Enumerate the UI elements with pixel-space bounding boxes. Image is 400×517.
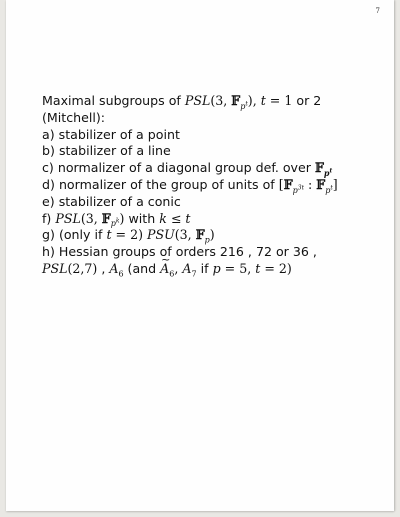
list-item — [42, 127, 377, 144]
page-content — [42, 93, 377, 278]
item-label: g) — [42, 227, 55, 243]
item-formula: 𝔽$_{p^t}$ — [314, 160, 333, 178]
list-item — [42, 194, 377, 211]
document-page — [6, 0, 394, 511]
list-item — [42, 244, 377, 261]
list-item — [42, 177, 377, 194]
heading-text: Maximal subgroups of — [42, 93, 181, 108]
item-label: f) — [42, 210, 52, 226]
item-formula-2: k ≤ t — [159, 210, 191, 226]
item-formula: [𝔽$_{p^{3t}}$ : 𝔽$_{p^t}$] — [278, 176, 338, 195]
item-text: stabilizer of a point — [58, 126, 180, 142]
item-text: Hessian groups of orders 216 , 72 or 36 , — [58, 244, 317, 260]
list-item — [42, 211, 377, 228]
list-item — [42, 160, 377, 177]
item-formula: PSL(3, 𝔽$_{p^k}$) — [55, 210, 125, 229]
item-formula-2: PSU(3, 𝔽$_p$) — [147, 227, 215, 245]
item-text: with — [128, 210, 156, 226]
list-item — [42, 227, 377, 244]
item-label: c) — [42, 160, 54, 176]
item-label: a) — [42, 126, 55, 142]
item-text: (only if — [58, 227, 103, 243]
item-text: normalizer of a diagonal group def. over — [57, 160, 311, 176]
item-label: b) — [42, 143, 55, 159]
item-label: e) — [42, 193, 55, 209]
heading-or: or 2 — [292, 93, 322, 108]
item-text: normalizer of the group of units of — [58, 176, 275, 192]
item-text: stabilizer of a line — [58, 143, 171, 159]
item-label: h) — [42, 244, 55, 260]
heading-line — [42, 93, 377, 110]
list-item — [42, 143, 377, 160]
heading-formula: PSL(3, 𝔽$_{p^t}$), t = 1 — [184, 93, 293, 111]
heading-attribution: (Mitchell): — [42, 109, 106, 125]
list-item-continuation: PSL(2,7) , $A_6$ (and ~ $A_6$, $A_7$ if p = 5, t = 2) — [42, 261, 377, 278]
item-formula: t = 2) — [106, 227, 144, 243]
item-text: stabilizer of a conic — [58, 193, 181, 209]
item-label: d) — [42, 176, 55, 192]
page-number: 7 — [375, 7, 380, 15]
